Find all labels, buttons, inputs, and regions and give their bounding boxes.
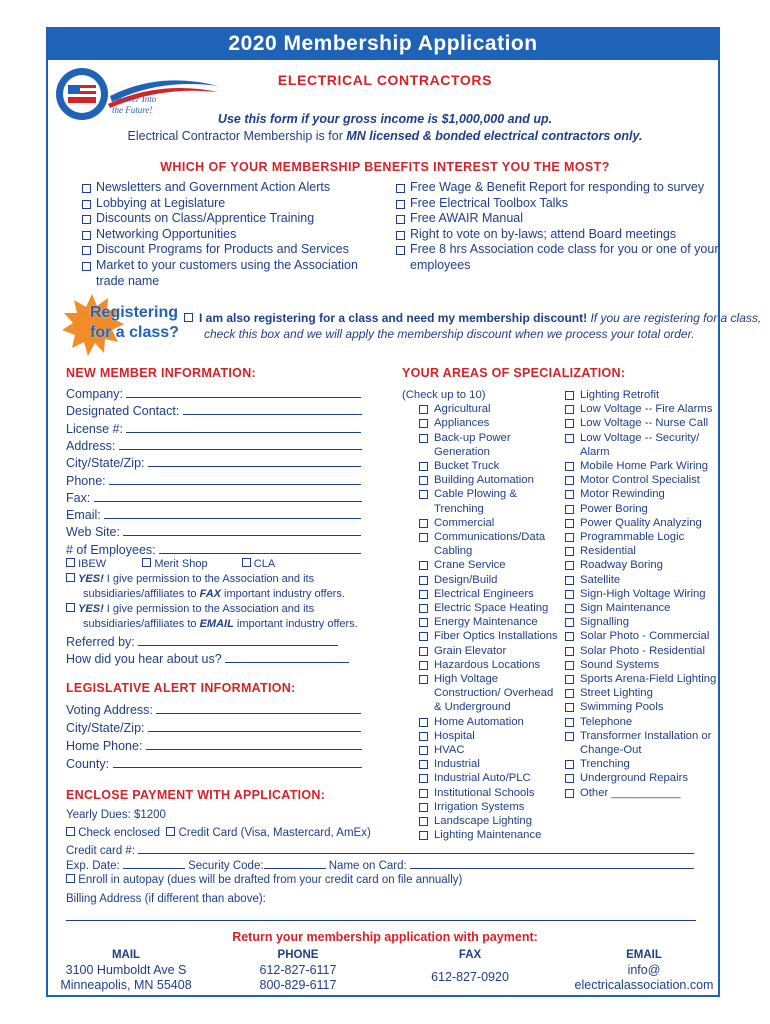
benefits-left-list xyxy=(80,180,380,289)
checkbox-icon[interactable] xyxy=(565,505,574,514)
specialization-option[interactable]: Solar Photo - Residential xyxy=(564,644,722,658)
specialization-option[interactable]: Industrial Auto/PLC xyxy=(418,771,558,785)
benefits-heading: WHICH OF YOUR MEMBERSHIP BENEFITS INTEREST YOU THE MOST? xyxy=(160,160,610,174)
fax-permission: YES! I give permission to the Association and its subsidiaries/affiliates to FAX important industry offers. xyxy=(66,572,345,602)
specialization-option[interactable]: Sign Maintenance xyxy=(564,601,722,615)
checkbox-icon[interactable] xyxy=(419,718,428,727)
fax-permission-checkbox[interactable] xyxy=(66,573,75,582)
benefit-option[interactable]: Free Wage & Benefit Report for responding to survey xyxy=(394,180,724,196)
checkbox-icon[interactable] xyxy=(565,661,574,670)
checkbox-icon[interactable] xyxy=(396,246,405,255)
specialization-option[interactable]: Design/Build xyxy=(418,573,558,587)
specialization-option[interactable]: Low Voltage -- Nurse Call xyxy=(564,416,722,430)
checkbox-icon[interactable] xyxy=(565,490,574,499)
org-name: ELECTRICAL CONTRACTORS xyxy=(277,72,493,88)
specialization-option[interactable]: Motor Control Specialist xyxy=(564,473,722,487)
field-line[interactable] xyxy=(109,473,361,485)
specialization-option[interactable]: Institutional Schools xyxy=(418,786,558,800)
field-line[interactable] xyxy=(123,524,361,536)
benefit-option[interactable]: Networking Opportunities xyxy=(80,227,380,243)
specialization-option[interactable]: Electrical Engineers xyxy=(418,587,558,601)
checkbox-icon[interactable] xyxy=(82,215,91,224)
checkbox-icon[interactable] xyxy=(419,675,428,684)
specialization-option[interactable]: Energy Maintenance xyxy=(418,615,558,629)
checkbox-icon[interactable] xyxy=(565,604,574,613)
payment-heading: ENCLOSE PAYMENT WITH APPLICATION: xyxy=(66,788,326,802)
referred-by-field[interactable]: Referred by: xyxy=(66,634,338,649)
checkbox-icon[interactable] xyxy=(419,618,428,627)
checkbox-icon[interactable] xyxy=(419,434,428,443)
specialization-option[interactable]: Lighting Maintenance xyxy=(418,828,558,842)
autopay-checkbox[interactable] xyxy=(66,874,75,883)
merit-shop-checkbox[interactable] xyxy=(142,558,151,567)
checkbox-icon[interactable] xyxy=(565,434,574,443)
checkbox-icon[interactable] xyxy=(419,405,428,414)
checkbox-icon[interactable] xyxy=(419,576,428,585)
intro-line-1: Use this form if your gross income is $1,000,000 and up. xyxy=(217,112,553,126)
specialization-option[interactable]: Cable Plowing & Trenching xyxy=(418,487,558,515)
checkbox-icon[interactable] xyxy=(565,618,574,627)
fax-contact: FAX 612-827-0920 xyxy=(431,949,509,984)
form-field[interactable]: Fax: xyxy=(66,490,362,505)
checkbox-icon[interactable] xyxy=(419,476,428,485)
field-line[interactable] xyxy=(94,490,362,502)
ibew-checkbox[interactable] xyxy=(66,558,75,567)
checkbox-icon[interactable] xyxy=(419,746,428,755)
checkbox-icon[interactable] xyxy=(419,760,428,769)
logo-tagline-1: Power Into xyxy=(116,94,157,104)
checkbox-icon[interactable] xyxy=(565,576,574,585)
specialization-option[interactable]: Home Automation xyxy=(418,715,558,729)
affiliation-row: IBEW Merit Shop CLA xyxy=(66,558,275,570)
specialization-option[interactable]: Landscape Lighting xyxy=(418,814,558,828)
specialization-note: (Check up to 10) xyxy=(402,389,486,401)
checkbox-icon[interactable] xyxy=(565,632,574,641)
checkbox-icon[interactable] xyxy=(419,732,428,741)
payment-method-row: Check enclosed Credit Card (Visa, Mastercard, AmEx) xyxy=(66,827,371,839)
field-line[interactable] xyxy=(148,720,361,732)
checkbox-icon[interactable] xyxy=(419,632,428,641)
card-number-field[interactable]: Credit card #: xyxy=(66,843,694,857)
specialization-col2 xyxy=(564,388,722,800)
specialization-option[interactable]: Crane Service xyxy=(418,558,558,572)
billing-address-line[interactable] xyxy=(66,920,696,921)
specialization-option[interactable]: Underground Repairs xyxy=(564,771,722,785)
checkbox-icon[interactable] xyxy=(565,689,574,698)
specialization-option[interactable]: Fiber Optics Installations xyxy=(418,629,558,643)
checkbox-icon[interactable] xyxy=(565,476,574,485)
specialization-option[interactable]: Power Boring xyxy=(564,502,722,516)
specialization-heading: YOUR AREAS OF SPECIALIZATION: xyxy=(402,366,626,380)
email-permission-checkbox[interactable] xyxy=(66,603,75,612)
name-on-card-field[interactable]: Name on Card: xyxy=(329,860,694,872)
checkbox-icon[interactable] xyxy=(565,519,574,528)
form-field[interactable]: License #: xyxy=(66,421,361,436)
checkbox-icon[interactable] xyxy=(419,533,428,542)
checkbox-icon[interactable] xyxy=(419,817,428,826)
benefit-option[interactable]: Market to your customers using the Association trade name xyxy=(80,258,380,289)
specialization-option[interactable]: Solar Photo - Commercial xyxy=(564,629,722,643)
specialization-option[interactable]: Irrigation Systems xyxy=(418,800,558,814)
checkbox-icon[interactable] xyxy=(82,231,91,240)
checkbox-icon[interactable] xyxy=(565,405,574,414)
autopay-row: Enroll in autopay (dues will be drafted from your credit card on file annually) xyxy=(66,874,462,886)
checkbox-icon[interactable] xyxy=(419,519,428,528)
specialization-option[interactable]: Telephone xyxy=(564,715,722,729)
checkbox-icon[interactable] xyxy=(565,391,574,400)
field-line[interactable] xyxy=(156,702,361,714)
form-field[interactable]: Designated Contact: xyxy=(66,403,362,418)
checkbox-icon[interactable] xyxy=(419,831,428,840)
checkbox-icon[interactable] xyxy=(565,703,574,712)
return-heading: Return your membership application with payment: xyxy=(232,930,538,944)
specialization-option[interactable]: Low Voltage -- Fire Alarms xyxy=(564,402,722,416)
benefit-option[interactable]: Discounts on Class/Apprentice Training xyxy=(80,211,380,227)
benefits-right-list xyxy=(394,180,724,274)
specialization-option[interactable]: Sports Arena-Field Lighting xyxy=(564,672,722,686)
specialization-option[interactable]: Swimming Pools xyxy=(564,700,722,714)
checkbox-icon[interactable] xyxy=(419,774,428,783)
specialization-option[interactable]: Street Lighting xyxy=(564,686,722,700)
registering-note: check this box and we will apply the membership discount when we process your total order. xyxy=(204,327,695,341)
field-line[interactable] xyxy=(146,738,362,750)
checkbox-icon[interactable] xyxy=(565,533,574,542)
checkbox-icon[interactable] xyxy=(82,262,91,271)
intro-line-2: Electrical Contractor Membership is for MN licensed & bonded electrical contractors only. xyxy=(127,129,643,143)
checkbox-icon[interactable] xyxy=(419,419,428,428)
specialization-option[interactable]: Programmable Logic xyxy=(564,530,722,544)
specialization-option[interactable]: Roadway Boring xyxy=(564,558,722,572)
email-contact: EMAIL info@ electricalassociation.com xyxy=(574,949,714,992)
checkbox-icon[interactable] xyxy=(419,604,428,613)
specialization-option[interactable]: Building Automation xyxy=(418,473,558,487)
checkbox-icon[interactable] xyxy=(419,590,428,599)
check-enclosed-checkbox[interactable] xyxy=(66,827,75,836)
form-field[interactable]: City/State/Zip: xyxy=(66,720,361,735)
form-field[interactable]: City/State/Zip: xyxy=(66,455,361,470)
checkbox-icon[interactable] xyxy=(565,419,574,428)
registering-checkbox-row: I am also registering for a class and need my membership discount! If you are registering for a class, xyxy=(184,311,761,325)
form-field[interactable]: County: xyxy=(66,756,362,771)
specialization-option[interactable]: Motor Rewinding xyxy=(564,487,722,501)
billing-address-label: Billing Address (if different than above): xyxy=(66,893,266,905)
specialization-option[interactable]: Communications/Data Cabling xyxy=(418,530,558,558)
checkbox-icon[interactable] xyxy=(565,789,574,798)
specialization-option[interactable]: Hazardous Locations xyxy=(418,658,558,672)
benefit-option[interactable]: Discount Programs for Products and Services xyxy=(80,242,380,258)
logo-tagline-2: the Future! xyxy=(112,105,153,115)
registering-badge: Registering for a class? xyxy=(90,304,179,341)
mail-contact: MAIL 3100 Humboldt Ave S Minneapolis, MN 55408 xyxy=(60,949,192,992)
field-line[interactable] xyxy=(126,386,361,398)
member-info-heading: NEW MEMBER INFORMATION: xyxy=(66,366,256,380)
checkbox-icon[interactable] xyxy=(396,184,405,193)
specialization-option[interactable]: Appliances xyxy=(418,416,558,430)
registering-checkbox[interactable] xyxy=(184,313,193,322)
specialization-option[interactable]: Agricultural xyxy=(418,402,558,416)
form-field[interactable]: Home Phone: xyxy=(66,738,362,753)
field-line[interactable] xyxy=(104,507,361,519)
benefit-option[interactable]: Free 8 hrs Association code class for you or one of your employees xyxy=(394,242,724,273)
email-permission: YES! I give permission to the Association and its subsidiaries/affiliates to EMAIL important industry offers. xyxy=(66,602,358,632)
benefit-option[interactable]: Right to vote on by-laws; attend Board meetings xyxy=(394,227,724,243)
specialization-col1 xyxy=(402,388,558,843)
security-code-field[interactable]: Security Code: xyxy=(188,860,325,872)
specialization-option[interactable]: Trenching xyxy=(564,757,722,771)
legislative-heading: LEGISLATIVE ALERT INFORMATION: xyxy=(66,681,296,695)
credit-card-checkbox[interactable] xyxy=(166,827,175,836)
phone-contact: PHONE 612-827-6117 800-829-6117 xyxy=(259,949,337,992)
checkbox-icon[interactable] xyxy=(565,547,574,556)
field-line[interactable] xyxy=(126,421,361,433)
form-field[interactable]: # of Employees: xyxy=(66,542,361,557)
benefit-option[interactable]: Free Electrical Toolbox Talks xyxy=(394,196,724,212)
specialization-option[interactable]: Signalling xyxy=(564,615,722,629)
field-line[interactable] xyxy=(183,403,362,415)
checkbox-icon[interactable] xyxy=(565,760,574,769)
checkbox-icon[interactable] xyxy=(419,561,428,570)
benefit-option[interactable]: Newsletters and Government Action Alerts xyxy=(80,180,380,196)
specialization-option[interactable]: Transformer Installation or Change-Out xyxy=(564,729,722,757)
checkbox-icon[interactable] xyxy=(396,215,405,224)
checkbox-icon[interactable] xyxy=(419,789,428,798)
form-field[interactable]: Address: xyxy=(66,438,362,453)
specialization-option[interactable]: Sign-High Voltage Wiring xyxy=(564,587,722,601)
specialization-option[interactable]: Sound Systems xyxy=(564,658,722,672)
checkbox-icon[interactable] xyxy=(565,590,574,599)
specialization-option[interactable]: Low Voltage -- Security/ Alarm xyxy=(564,431,722,459)
checkbox-icon[interactable] xyxy=(565,718,574,727)
exp-date-field[interactable]: Exp. Date: xyxy=(66,860,185,872)
specialization-option[interactable]: Residential xyxy=(564,544,722,558)
checkbox-icon[interactable] xyxy=(565,774,574,783)
yearly-dues: Yearly Dues: $1200 xyxy=(66,809,166,821)
specialization-option[interactable]: Satellite xyxy=(564,573,722,587)
field-line[interactable] xyxy=(113,756,362,768)
benefit-option[interactable]: Free AWAIR Manual xyxy=(394,211,724,227)
page-title: 2020 Membership Application xyxy=(46,27,720,60)
checkbox-icon[interactable] xyxy=(82,200,91,209)
checkbox-icon[interactable] xyxy=(396,200,405,209)
specialization-option[interactable]: Electric Space Heating xyxy=(418,601,558,615)
specialization-option[interactable]: Other ___________ xyxy=(564,786,722,800)
specialization-option[interactable]: Grain Elevator xyxy=(418,644,558,658)
specialization-option[interactable]: High Voltage Construction/ Overhead & Underground xyxy=(418,672,558,715)
specialization-option[interactable]: Hospital xyxy=(418,729,558,743)
specialization-option[interactable]: Back-up Power Generation xyxy=(418,431,558,459)
cla-checkbox[interactable] xyxy=(242,558,251,567)
checkbox-icon[interactable] xyxy=(82,246,91,255)
specialization-option[interactable]: Power Quality Analyzing xyxy=(564,516,722,530)
how-heard-field[interactable]: How did you hear about us? xyxy=(66,651,349,666)
checkbox-icon[interactable] xyxy=(419,661,428,670)
checkbox-icon[interactable] xyxy=(565,732,574,741)
specialization-option[interactable]: Lighting Retrofit xyxy=(564,388,722,402)
checkbox-icon[interactable] xyxy=(565,675,574,684)
form-field[interactable]: Phone: xyxy=(66,473,361,488)
specialization-option[interactable]: Mobile Home Park Wiring xyxy=(564,459,722,473)
checkbox-icon[interactable] xyxy=(565,462,574,471)
form-field[interactable]: Web Site: xyxy=(66,524,361,539)
form-field[interactable]: Company: xyxy=(66,386,361,401)
field-line[interactable] xyxy=(148,455,361,467)
checkbox-icon[interactable] xyxy=(396,231,405,240)
checkbox-icon[interactable] xyxy=(82,184,91,193)
card-details-row xyxy=(66,858,694,872)
form-field[interactable]: Voting Address: xyxy=(66,702,361,717)
form-field[interactable]: Email: xyxy=(66,507,361,522)
checkbox-icon[interactable] xyxy=(419,490,428,499)
specialization-option[interactable]: Industrial xyxy=(418,757,558,771)
checkbox-icon[interactable] xyxy=(565,561,574,570)
specialization-option[interactable]: Bucket Truck xyxy=(418,459,558,473)
benefit-option[interactable]: Lobbying at Legislature xyxy=(80,196,380,212)
checkbox-icon[interactable] xyxy=(419,647,428,656)
checkbox-icon[interactable] xyxy=(419,462,428,471)
specialization-option[interactable]: HVAC xyxy=(418,743,558,757)
field-line[interactable] xyxy=(159,542,361,554)
specialization-option[interactable]: Commercial xyxy=(418,516,558,530)
checkbox-icon[interactable] xyxy=(565,647,574,656)
checkbox-icon[interactable] xyxy=(419,803,428,812)
field-line[interactable] xyxy=(119,438,362,450)
